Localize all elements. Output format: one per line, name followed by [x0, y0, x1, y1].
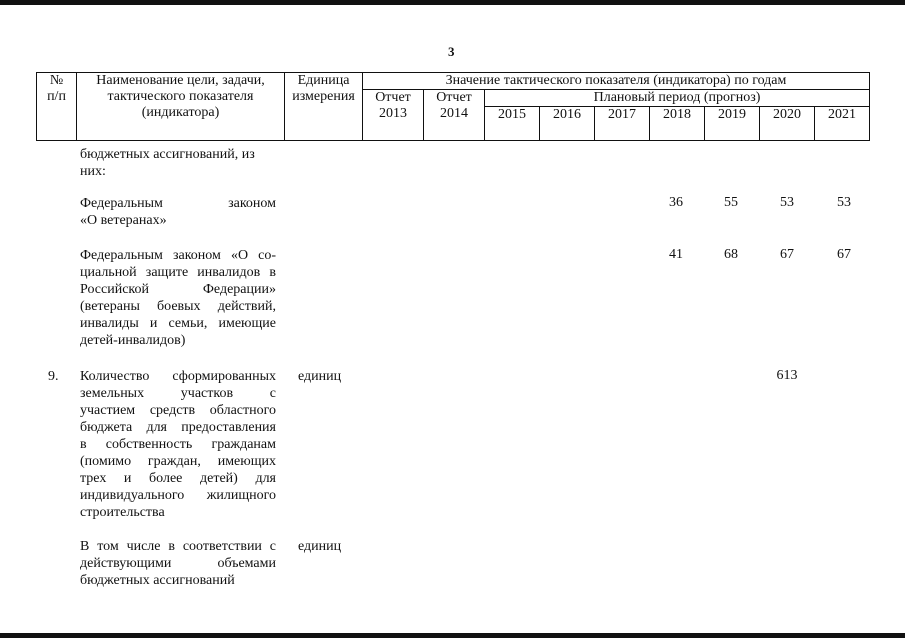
unit-cell: единиц: [298, 539, 342, 554]
value-2020: 53: [780, 195, 794, 210]
header-report-2013: [363, 90, 424, 141]
bottom-border: [0, 633, 905, 638]
year-2013: 2013: [379, 106, 407, 121]
row-continuation-text: бюджетных ассигнований, из них:: [80, 147, 255, 179]
header-col-name: Наименование цели, задачи, тактического показателя (индикатора): [77, 73, 285, 141]
report-label: Отчет: [375, 90, 411, 105]
header-planned-period: Плановый период (прогноз): [485, 90, 870, 107]
report-label: Отчет: [436, 90, 472, 105]
year-2020: 2020: [760, 107, 815, 141]
row-number: 9.: [48, 369, 59, 384]
header-col-values: Значение тактического показателя (индикатора) по годам: [363, 73, 870, 90]
row-land-plots-text: Количество сформированных земельных участков с участием средств областного бюджета для предоставления в собственность гражданам (помимо граждан, имеющих трех и более детей) для индивидуального жилищного строительства: [80, 369, 276, 520]
year-2021: 2021: [815, 107, 870, 141]
header-col-num: № п/п: [37, 73, 77, 141]
year-2016: 2016: [540, 107, 595, 141]
table-header: [36, 72, 870, 141]
row-including-text: В том числе в соответствии с действующими объемами бюджетных ассигнований: [80, 539, 276, 588]
value-2019: 55: [724, 195, 738, 210]
value-2021: 53: [837, 195, 851, 210]
unit-cell: единиц: [298, 369, 342, 384]
year-2014: 2014: [440, 106, 468, 121]
header-col-unit: Единица измерения: [285, 73, 363, 141]
year-2017: 2017: [595, 107, 650, 141]
value-2019: 68: [724, 247, 738, 262]
page-number: 3: [448, 44, 455, 59]
value-2018: 36: [669, 195, 683, 210]
year-2015: 2015: [485, 107, 540, 141]
row-veterans-law-text: Федеральным законом «О ветеранах»: [80, 196, 276, 228]
value-2021: 67: [837, 247, 851, 262]
row-disabled-law-text: Федеральным законом «О со- циальной защите инвалидов в Российской Федерации» (ветераны боевых действий, инвалиды и семьи, имеющие детей-инвалидов): [80, 248, 276, 348]
year-2019: 2019: [705, 107, 760, 141]
value-2020: 67: [780, 247, 794, 262]
value-2020: 613: [776, 368, 798, 383]
top-border: [0, 0, 905, 5]
year-2018: 2018: [650, 107, 705, 141]
header-report-2014: [424, 90, 485, 141]
value-2018: 41: [669, 247, 683, 262]
